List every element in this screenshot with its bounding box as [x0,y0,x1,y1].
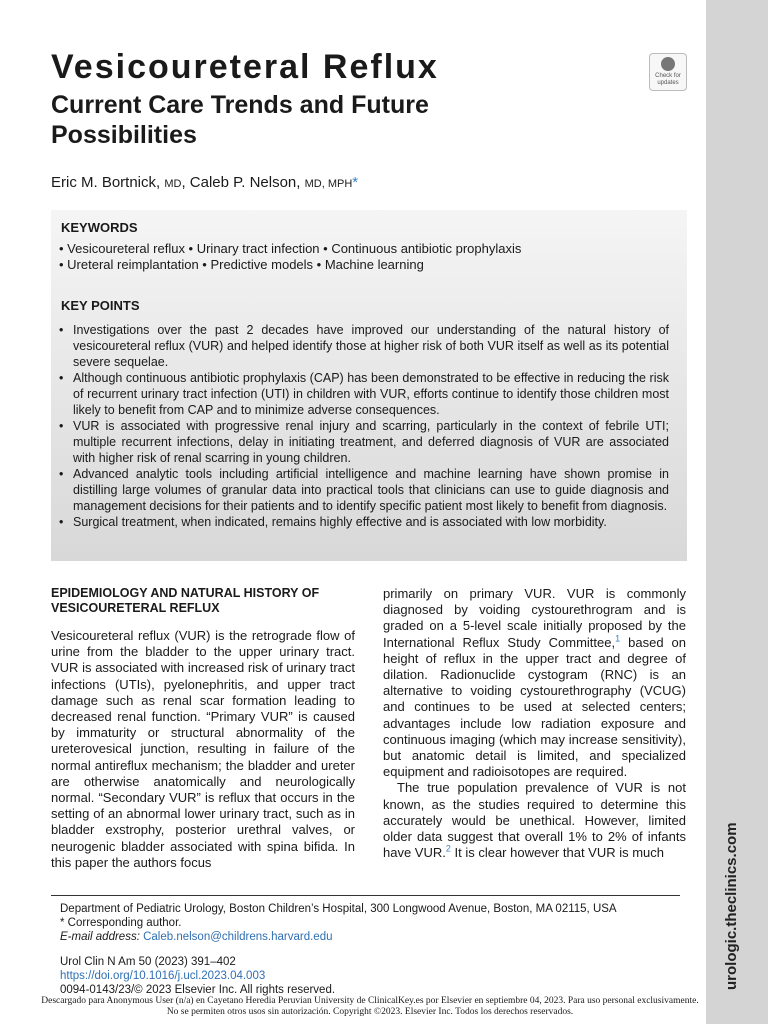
author-degree: MD [164,178,182,190]
author-name: , Caleb P. Nelson, [181,174,305,191]
body-paragraph: Vesicoureteral reflux (VUR) is the retrograde flow of urine from the bladder to the upper urinary tract. VUR is associated with increased risk of urinary tract infections (UTIs), pyelonephritis, and upper tract damage such as renal scar formation leading to decreased renal function. “Primary VUR” is caused by immaturity or structural abnormality of the ureterovesical junction, resulting in failure of the normal antireflux mechanism; the bladder and ureter are otherwise anatomically and neurologically normal. “Secondary VUR” is reflux that occurs in the setting of an abnormal lower urinary tract, such as in bladder exstrophy, posterior urethral valves, or neurogenic bladder associated with spina bifida. In this paper the authors focus [51,628,355,870]
article-subtitle: Current Care Trends and Future Possibilities [51,91,429,149]
key-point-item: • Investigations over the past 2 decades have improved our understanding of the natural history of vesicoureteral reflux (VUR) and helped identify those at higher risk of both VUR itself as well as its potential severe sequelae. [59,322,669,370]
footnote-divider [51,895,680,896]
corresponding-author-note: * Corresponding author. [60,917,182,929]
email-line: E-mail address: Caleb.nelson@childrens.harvard.edu [60,931,333,943]
keywords-line: • Vesicoureteral reflux • Urinary tract infection • Continuous antibiotic prophylaxis [59,241,522,256]
keywords-heading: KEYWORDS [61,220,138,235]
body-paragraph: primarily on primary VUR. VUR is commonly diagnosed by voiding cystourethrogram and is graded on a 5-level scale initially proposed by the International Reflux Study Committee,$^1$ based on height of reflux in the upper tract and degree of dilation. Radionuclide cystogram (RNC) is an alternative to voiding cystourethrography (VCUG) and continues to be used at selected centers; advantages include low radiation exposure and continuous imaging (which may increase sensitivity), but anatomic detail is limited, and specialized equipment and radioisotopes are required. [383,586,687,780]
reference-link[interactable]: 1 [615,633,621,644]
bookmark-icon [661,57,675,71]
download-notice: Descargado para Anonymous User (n/a) en Cayetano Heredia Peruvian University de ClinicalKey.es por Elsevier en septiembre 04, 2023. Para uso personal exclusivamente. No se permiten otros usos sin autorización. Copyright ©2023. Elsevier Inc. Todos los derechos reservados. [41,996,699,1017]
key-point-item: • Advanced analytic tools including artificial intelligence and machine learning have shown promise in distilling large volumes of granular data into practical tools that clinicians can use to guide diagnosis and management decisions for their patients and to identify specific patient most likely to benefit from diagnosis. [59,466,669,514]
body-column-left [51,628,355,871]
section-heading: EPIDEMIOLOGY AND NATURAL HISTORY OF VESICOURETERAL REFLUX [51,586,320,615]
key-points-heading: KEY POINTS [61,298,140,313]
key-point-item: • VUR is associated with progressive renal injury and scarring, particularly in the context of febrile UTI; multiple recurrent infections, delay in initiating treatment, and deferred diagnosis of VUR are associated with higher risk of renal scarring in young children. [59,418,669,466]
journal-citation: Urol Clin N Am 50 (2023) 391–402 [60,956,236,968]
journal-site-label: urologic.theclinics.com [723,822,740,990]
key-point-item: • Surgical treatment, when indicated, remains highly effective and is associated with low morbidity. [59,514,669,530]
reference-link[interactable]: 2 [445,843,451,854]
key-points-list [59,322,669,530]
corresponding-mark[interactable]: * [352,174,359,191]
keywords-panel [51,210,687,561]
article-title: Vesicoureteral Reflux [51,48,439,86]
key-point-item: • Although continuous antibiotic prophylaxis (CAP) has been demonstrated to be effective in reducing the risk of recurrent urinary tract infection (UTI) in children with VUR, efforts continue to identify those children most likely to benefit from CAP and to minimize adverse consequences. [59,370,669,418]
author-name: Eric M. Bortnick, [51,174,165,191]
affiliation: Department of Pediatric Urology, Boston Children’s Hospital, 300 Longwood Avenue, Boston, MA 02115, USA [60,903,617,915]
copyright: 0094-0143/23/© 2023 Elsevier Inc. All rights reserved. [60,984,336,996]
author-degree: MD, MPH [304,178,353,190]
author-line [51,174,358,191]
check-for-updates-badge[interactable] [649,53,687,91]
badge-label: Check for updates [655,73,681,86]
email-link[interactable]: Caleb.nelson@childrens.harvard.edu [143,931,333,943]
body-paragraph: The true population prevalence of VUR is not known, as the studies required to determine this accurately would be unethical. However, limited older data suggest that overall 1% to 2% of infants have VUR.$^2$ It is clear however that VUR is much [383,780,686,861]
body-column-right [383,586,686,861]
keywords-line: • Ureteral reimplantation • Predictive models • Machine learning [59,257,424,272]
doi-link[interactable]: https://doi.org/10.1016/j.ucl.2023.04.003 [60,970,266,982]
